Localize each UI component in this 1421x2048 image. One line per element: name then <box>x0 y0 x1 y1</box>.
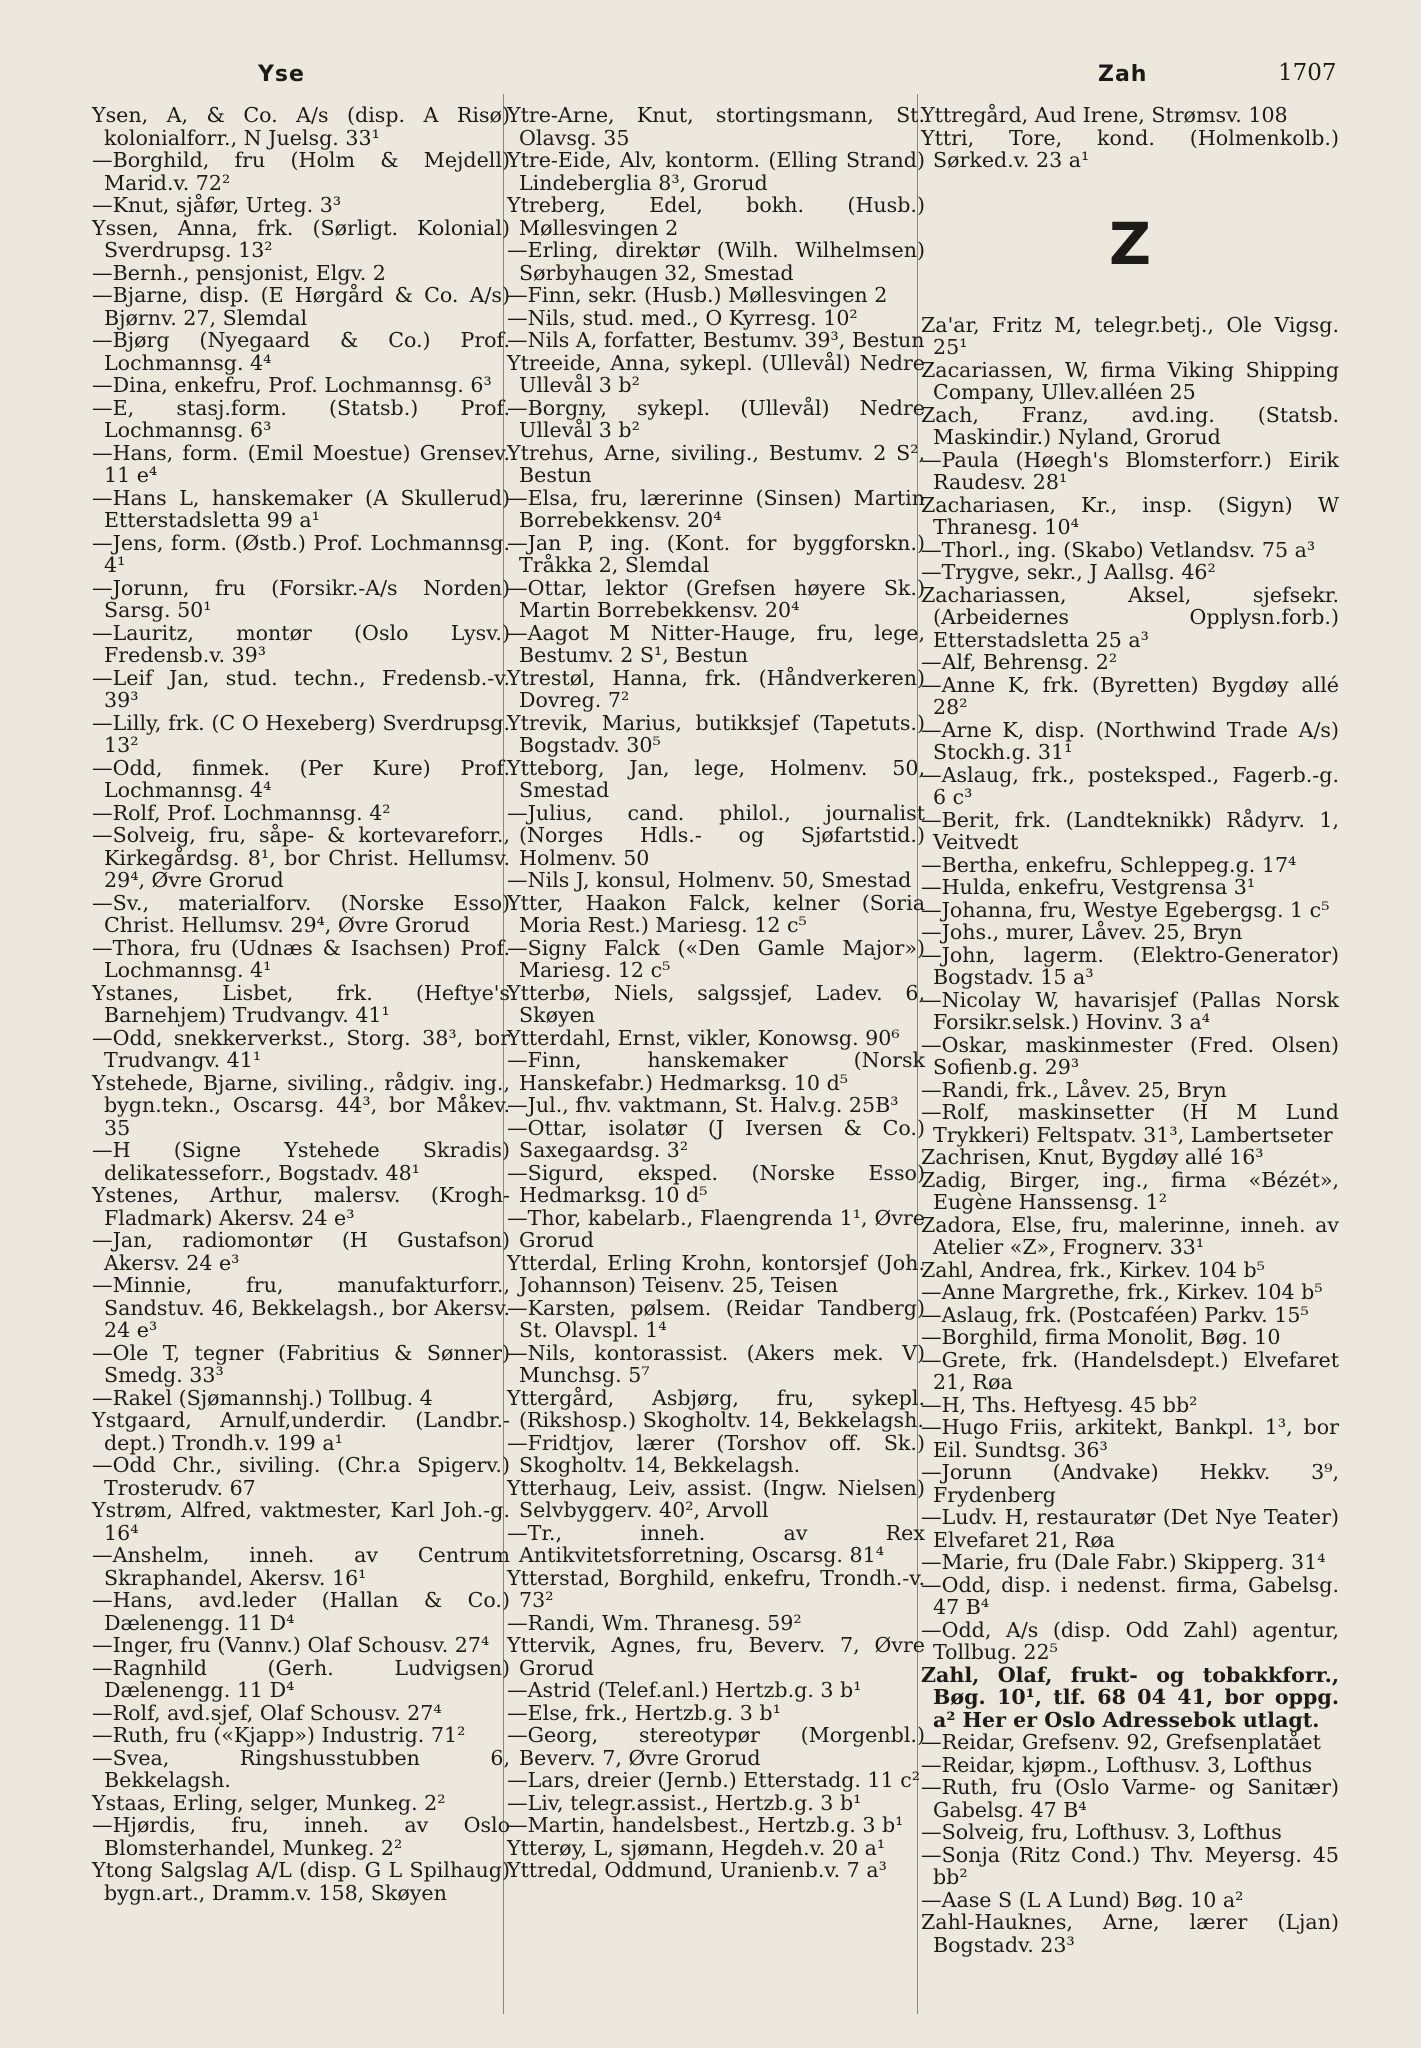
directory-entry: —Ludv. H, restauratør (Det Nye Teater) Elvefaret 21, Røa <box>921 1505 1339 1552</box>
directory-entry: —Oskar, maskinmester (Fred. Olsen) Sofienb.g. 29³ <box>921 1032 1339 1079</box>
directory-entry: —Martin, handelsbest., Hertzb.g. 3 b¹ <box>507 1813 904 1837</box>
directory-entry: —Fridtjov, lærer (Torshov off. Sk.) Skogholtv. 14, Bekkelagsh. <box>507 1430 925 1477</box>
directory-entry: —Ole T, tegner (Fabritius & Sønner) Smedg. 33³ <box>92 1340 510 1387</box>
directory-entry: —Rolf, maskinsetter (H M Lund Trykkeri) Feltspatv. 31³, Lambertseter <box>921 1100 1339 1147</box>
section-letter: Z <box>1108 209 1152 278</box>
directory-entry: —Bertha, enkefru, Schleppeg.g. 17⁴ <box>921 852 1297 877</box>
directory-entry: Ytter, Haakon Falck, kelner (Soria Moria Rest.) Mariesg. 12 c⁵ <box>507 890 925 937</box>
header-right-guide-word: Zah <box>1098 62 1148 87</box>
directory-entry: —John, lagerm. (Elektro-Generator) Bogstadv. 15 a³ <box>921 942 1339 989</box>
directory-entry: —Grete, frk. (Handelsdept.) Elvefaret 21, Røa <box>921 1347 1339 1394</box>
directory-entry: Ytterøy, L, sjømann, Hegdeh.v. 20 a¹ <box>507 1835 886 1860</box>
directory-entry: —Rolf, avd.sjef, Olaf Schousv. 27⁴ <box>92 1700 442 1725</box>
directory-entry: —Leif Jan, stud. techn., Fredensb.-v. 39³ <box>92 665 510 712</box>
directory-entry: —Reidar, kjøpm., Lofthusv. 3, Lofthus <box>921 1752 1313 1777</box>
directory-entry: —Svea, Ringshusstubben 6, Bekkelagsh. <box>92 1745 510 1792</box>
directory-entry: Ytteborg, Jan, lege, Holmenv. 50, Smestad <box>507 755 925 802</box>
directory-entry: —Odd Chr., siviling. (Chr.a Spigerv.) Trosterudv. 67 <box>92 1453 510 1500</box>
directory-entry: —Elsa, fru, lærerinne (Sinsen) Martin Borrebekkensv. 20⁴ <box>507 485 925 532</box>
directory-entry: —Finn, hanskemaker (Norsk Hanskefabr.) Hedmarksg. 10 d⁵ <box>507 1048 925 1095</box>
column-3 <box>921 104 1339 1956</box>
directory-entry: Za'ar, Fritz M, telegr.betj., Ole Vigsg. 25¹ <box>921 312 1339 359</box>
directory-entry: —Sv., materialforv. (Norske Esso) Christ. Hellumsv. 29⁴, Øvre Grorud <box>92 890 510 937</box>
directory-entry: Ystrøm, Alfred, vaktmester, Karl Joh.-g. 16⁴ <box>92 1498 510 1545</box>
directory-entry: —Thora, fru (Udnæs & Isachsen) Prof. Lochmannsg. 4¹ <box>92 935 510 982</box>
directory-entry: —Bjarne, disp. (E Hørgård & Co. A/s) Bjørnv. 27, Slemdal <box>92 283 510 330</box>
directory-entry: Zachrisen, Knut, Bygdøy allé 16³ <box>921 1145 1264 1169</box>
directory-entry: Ystenes, Arthur, malersv. (Krogh-Fladmark) Akersv. 24 e³ <box>92 1183 510 1230</box>
directory-entry: Zadora, Else, fru, malerinne, inneh. av Atelier «Z», Frognerv. 33¹ <box>921 1212 1339 1259</box>
directory-entry: Yttergård, Asbjørg, fru, sykepl. (Rikshosp.) Skogholtv. 14, Bekkelagsh. <box>507 1385 925 1432</box>
directory-entry: —Johs., murer, Låvev. 25, Bryn <box>921 920 1243 944</box>
directory-entry: Yttregård, Aud Irene, Strømsv. 108 <box>921 103 1288 127</box>
directory-entry: Ystaas, Erling, selger, Munkeg. 2² <box>92 1790 446 1815</box>
directory-entry: Zach, Franz, avd.ing. (Statsb. Maskindir.) Nyland, Grorud <box>921 402 1339 449</box>
directory-entry: —Borghild, firma Monolit, Bøg. 10 <box>921 1325 1281 1349</box>
directory-entry: —Minnie, fru, manufakturforr., Sandstuv. 46, Bekkelagsh., bor Akersv. 24 e³ <box>92 1273 510 1342</box>
directory-entry: —Anshelm, inneh. av Centrum Skraphandel, Akersv. 16¹ <box>92 1543 510 1590</box>
directory-entry: —Thor, kabelarb., Flaengrenda 1¹, Øvre Grorud <box>507 1205 925 1252</box>
directory-entry: —Randi, Wm. Thranesg. 59² <box>507 1610 802 1635</box>
directory-entry: —H, Ths. Heftyesg. 45 bb² <box>921 1392 1198 1417</box>
column-3-entries <box>921 314 1339 1957</box>
directory-entry: Zahl-Hauknes, Arne, lærer (Ljan) Bogstadv. 23³ <box>921 1910 1339 1957</box>
directory-entry: —Randi, frk., Låvev. 25, Bryn <box>921 1077 1227 1102</box>
directory-entry: —Inger, fru (Vannv.) Olaf Schousv. 27⁴ <box>92 1633 490 1657</box>
page-number: 1707 <box>1278 60 1337 86</box>
directory-entry: —Sigurd, eksped. (Norske Esso) Hedmarksg. 10 d⁵ <box>507 1160 925 1207</box>
directory-entry: —Arne K, disp. (Northwind Trade A/s) Stockh.g. 31¹ <box>921 717 1339 764</box>
directory-entry: Ystehede, Bjarne, siviling., rådgiv. ing., bygn.tekn., Oscarsg. 44³, bor Måkev. 35 <box>92 1070 510 1140</box>
directory-entry: —Odd, disp. i nedenst. firma, Gabelsg. 47 B⁴ <box>921 1572 1339 1619</box>
directory-entry: Ytterdahl, Ernst, vikler, Konowsg. 90⁶ <box>507 1025 900 1050</box>
directory-entry: Zachariasen, Kr., insp. (Sigyn) W Thranesg. 10⁴ <box>921 492 1339 539</box>
directory-entry: —Jan, radiomontør (H Gustafson) Akersv. 24 e³ <box>92 1228 510 1275</box>
column-2 <box>507 104 925 1882</box>
directory-entry: —Alf, Behrensg. 2² <box>921 650 1118 674</box>
directory-entry: —Nils, kontorassist. (Akers mek. V) Munchsg. 5⁷ <box>507 1340 925 1387</box>
directory-entry: —Hans, avd.leder (Hallan & Co.) Dælenengg. 11 D⁴ <box>92 1588 510 1635</box>
directory-entry: —E, stasj.form. (Statsb.) Prof. Lochmannsg. 6³ <box>92 395 510 442</box>
directory-entry: Ysen, A, & Co. A/s (disp. A Risø) kolonialforr., N Juelsg. 33¹ <box>92 103 510 150</box>
header-left-guide-word: Yse <box>258 62 305 87</box>
directory-entry: —Ottar, lektor (Grefsen høyere Sk.) Martin Borrebekkensv. 20⁴ <box>507 575 925 622</box>
directory-entry: —Hugo Friis, arkitekt, Bankpl. 1³, bor Eil. Sundtsg. 36³ <box>921 1415 1339 1462</box>
directory-entry: —Julius, cand. philol., journalist (Norges Hdls.- og Sjøfartstid.) Holmenv. 50 <box>507 800 925 870</box>
directory-entry: —Paula (Høegh's Blomsterforr.) Eirik Raudesv. 28¹ <box>921 447 1339 494</box>
column-1 <box>92 104 510 1904</box>
directory-entry: —Nils, stud. med., O Kyrresg. 10² <box>507 305 858 330</box>
directory-entry: —Lilly, frk. (C O Hexeberg) Sverdrupsg. 13² <box>92 710 510 757</box>
directory-entry: —Berit, frk. (Landteknikk) Rådyrv. 1, Veitvedt <box>921 807 1339 854</box>
directory-entry: —Aase S (L A Lund) Bøg. 10 a² <box>921 1887 1244 1912</box>
directory-entry: —Nils J, konsul, Holmenv. 50, Smestad <box>507 868 912 892</box>
directory-entry: —Borghild, fru (Holm & Mejdell) Marid.v. 72² <box>92 148 510 195</box>
directory-entry: —Aslaug, frk., posteksped., Fagerb.-g. 6 c³ <box>921 762 1339 809</box>
directory-entry: —Trygve, sekr., J Aallsg. 46² <box>921 560 1216 584</box>
directory-entry: —Lars, dreier (Jernb.) Etterstadg. 11 c² <box>507 1768 921 1792</box>
directory-entry: Zacariassen, W, firma Viking Shipping Company, Ullev.alléen 25 <box>921 357 1339 404</box>
directory-entry: —Solveig, fru, Lofthusv. 3, Lofthus <box>921 1820 1282 1844</box>
directory-entry: Ytterhaug, Leiv, assist. (Ingw. Nielsen) Selvbyggerv. 40², Arvoll <box>507 1475 925 1522</box>
directory-entry: —Finn, sekr. (Husb.) Møllesvingen 2 <box>507 283 888 307</box>
directory-entry: —Jens, form. (Østb.) Prof. Lochmannsg. 4¹ <box>92 530 510 577</box>
directory-entry: Ytre-Arne, Knut, stortingsmann, St. Olavsg. 35 <box>507 103 925 150</box>
directory-entry: —Reidar, Grefsenv. 92, Grefsenplatået <box>921 1730 1321 1754</box>
directory-entry: —Jorunn, fru (Forsikr.-A/s Norden) Sarsg. 50¹ <box>92 575 510 622</box>
directory-entry: —Odd, finmek. (Per Kure) Prof. Lochmannsg. 4⁴ <box>92 755 510 802</box>
directory-entry: Ytterdal, Erling Krohn, kontorsjef (Joh. Johannson) Teisenv. 25, Teisen <box>507 1250 925 1297</box>
directory-entry: —Lauritz, montør (Oslo Lysv.) Fredensb.v. 39³ <box>92 620 510 667</box>
directory-entry: —Anne K, frk. (Byretten) Bygdøy allé 28² <box>921 672 1339 719</box>
directory-entry: —Jul., fhv. vaktmann, St. Halv.g. 25B³ <box>507 1093 899 1117</box>
directory-entry: —Odd, snekkerverkst., Storg. 38³, bor Trudvangv. 41¹ <box>92 1025 510 1072</box>
directory-entry: Yttredal, Oddmund, Uranienb.v. 7 a³ <box>507 1858 887 1882</box>
directory-entry: —Liv, telegr.assist., Hertzb.g. 3 b¹ <box>507 1790 862 1815</box>
directory-entry: Zahl, Olaf, frukt- og tobakkforr., Bøg. 10¹, tlf. 68 04 41, bor oppg. a² Her er Oslo Adressebok utlagt. <box>921 1662 1339 1732</box>
directory-entry: —Ragnhild (Gerh. Ludvigsen) Dælenengg. 11 D⁴ <box>92 1655 510 1702</box>
directory-entry: Zahl, Andrea, frk., Kirkev. 104 b⁵ <box>921 1257 1265 1282</box>
directory-entry: —H (Signe Ystehede Skradis) delikatesseforr., Bogstadv. 48¹ <box>92 1138 510 1185</box>
directory-entry: —Borgny, sykepl. (Ullevål) Nedre Ullevål 3 b² <box>507 395 925 442</box>
page-header <box>0 56 1421 96</box>
directory-entry: —Hjørdis, fru, inneh. av Oslo Blomsterhandel, Munkeg. 2² <box>92 1813 510 1860</box>
directory-entry: —Bernh., pensjonist, Elgv. 2 <box>92 260 386 285</box>
directory-entry: —Astrid (Telef.anl.) Hertzb.g. 3 b¹ <box>507 1678 862 1702</box>
directory-entry: Ystgaard, Arnulf,underdir. (Landbr.-dept.) Trondh.v. 199 a¹ <box>92 1408 510 1455</box>
directory-entry: Ytre-Eide, Alv, kontorm. (Elling Strand) Lindebergliа 8³, Grorud <box>507 148 925 195</box>
directory-entry: —Aagot M Nitter-Hauge, fru, lege, Bestumv. 2 S¹, Bestun <box>507 620 925 667</box>
directory-entry: —Nicolay W, havarisjef (Pallas Norsk Forsikr.selsk.) Hovinv. 3 a⁴ <box>921 987 1339 1034</box>
directory-entry: —Aslaug, frk. (Postcaféen) Parkv. 15⁵ <box>921 1302 1309 1327</box>
directory-entry: Ytrevik, Marius, butikksjef (Tapetuts.) Bogstadv. 30⁵ <box>507 710 925 757</box>
directory-entry: Ytterstad, Borghild, enkefru, Trondh.-v. 73² <box>507 1565 925 1612</box>
directory-entry: —Karsten, pølsem. (Reidar Tandberg) St. Olavspl. 1⁴ <box>507 1295 925 1342</box>
directory-entry: —Knut, sjåfør, Urteg. 3³ <box>92 193 342 217</box>
directory-entry: —Thorl., ing. (Skabo) Vetlandsv. 75 a³ <box>921 537 1316 562</box>
directory-entry: Yttri, Tore, kond. (Holmenkolb.) Sørked.v. 23 a¹ <box>921 125 1339 172</box>
directory-entry: Ystanes, Lisbet, frk. (Heftye's Barnehjem) Trudvangv. 41¹ <box>92 980 510 1027</box>
directory-entry: —Erling, direktør (Wilh. Wilhelmsen) Sørbyhaugen 32, Smestad <box>507 238 925 285</box>
directory-entry: —Hans, form. (Emil Moestue) Grensev. 11 e⁴ <box>92 440 510 487</box>
directory-entry: —Hulda, enkefru, Vestgrensa 3¹ <box>921 875 1256 899</box>
column-3-top-entries <box>921 104 1339 172</box>
directory-entry: Ytrestøl, Hanna, frk. (Håndverkeren) Dovreg. 7² <box>507 665 925 712</box>
directory-entry: —Anne Margrethe, frk., Kirkev. 104 b⁵ <box>921 1280 1323 1304</box>
directory-entry: —Sonja (Ritz Cond.) Thv. Meyersg. 45 bb² <box>921 1842 1339 1889</box>
directory-entry: —Hans L, hanskemaker (A Skullerud) Etterstadsletta 99 a¹ <box>92 485 510 532</box>
directory-entry: Ytong Salgslag A/L (disp. G L Spilhaug) bygn.art., Dramm.v. 158, Skøyen <box>92 1858 510 1905</box>
directory-entry: —Jan P, ing. (Kont. for byggforskn.) Tråkka 2, Slemdal <box>507 530 925 577</box>
directory-entry: —Signy Falck («Den Gamle Major») Mariesg. 12 c⁵ <box>507 935 925 982</box>
directory-entry: —Odd, A/s (disp. Odd Zahl) agentur, Tollbug. 22⁵ <box>921 1617 1339 1664</box>
directory-entry: —Jorunn (Andvake) Hekkv. 3⁹, Frydenberg <box>921 1460 1339 1507</box>
directory-entry: Ytreberg, Edel, bokh. (Husb.) Møllesvingen 2 <box>507 193 925 240</box>
directory-entry: —Ruth, fru («Kjapp») Industrig. 71² <box>92 1723 466 1747</box>
directory-entry: Zadig, Birger, ing., firma «Bézét», Eugène Hanssensg. 1² <box>921 1167 1339 1214</box>
directory-entry: —Marie, fru (Dale Fabr.) Skipperg. 31⁴ <box>921 1550 1326 1574</box>
directory-entry: —Rakel (Sjømannshj.) Tollbug. 4 <box>92 1385 433 1410</box>
directory-entry: —Georg, stereotypør (Morgenbl.) Beverv. 7, Øvre Grorud <box>507 1723 925 1770</box>
directory-entry: Zachariassen, Aksel, sjefsekr. (Arbeidernes Opplysn.forb.) Etterstadsletta 25 a³ <box>921 582 1339 652</box>
directory-entry: Yssen, Anna, frk. (Sørligt. Kolonial) Sverdrupsg. 13² <box>92 215 510 262</box>
directory-entry: —Else, frk., Hertzb.g. 3 b¹ <box>507 1700 781 1725</box>
directory-entry: Ytreeide, Anna, sykepl. (Ullevål) Nedre Ullevål 3 b² <box>507 350 925 397</box>
directory-entry: —Solveig, fru, såpe- & kortevareforr., Kirkegårdsg. 8¹, bor Christ. Hellumsv. 29⁴, Øvre Grorud <box>92 823 510 892</box>
directory-entry: —Johanna, fru, Westye Egebergsg. 1 c⁵ <box>921 897 1330 922</box>
directory-entry: —Ruth, fru (Oslo Varme- og Sanitær) Gabelsg. 47 B⁴ <box>921 1775 1339 1822</box>
directory-entry: —Nils A, forfatter, Bestumv. 39³, Bestun <box>507 328 925 352</box>
directory-entry: —Ottar, isolatør (J Iversen & Co.) Saxegaardsg. 3² <box>507 1115 925 1162</box>
directory-entry: —Tr., inneh. av Rex Antikvitetsforretning, Oscarsg. 81⁴ <box>507 1520 925 1567</box>
directory-entry: —Dina, enkefru, Prof. Lochmannsg. 6³ <box>92 373 492 397</box>
directory-entry: —Rolf, Prof. Lochmannsg. 4² <box>92 800 391 825</box>
directory-entry: —Bjørg (Nyegaard & Co.) Prof. Lochmannsg. 4⁴ <box>92 328 510 375</box>
directory-entry: Yttervik, Agnes, fru, Beverv. 7, Øvre Grorud <box>507 1633 925 1680</box>
directory-entry: Ytterbø, Niels, salgssjef, Ladev. 6, Skøyen <box>507 980 925 1027</box>
directory-entry: Ytrehus, Arne, siviling., Bestumv. 2 S², Bestun <box>507 440 925 487</box>
